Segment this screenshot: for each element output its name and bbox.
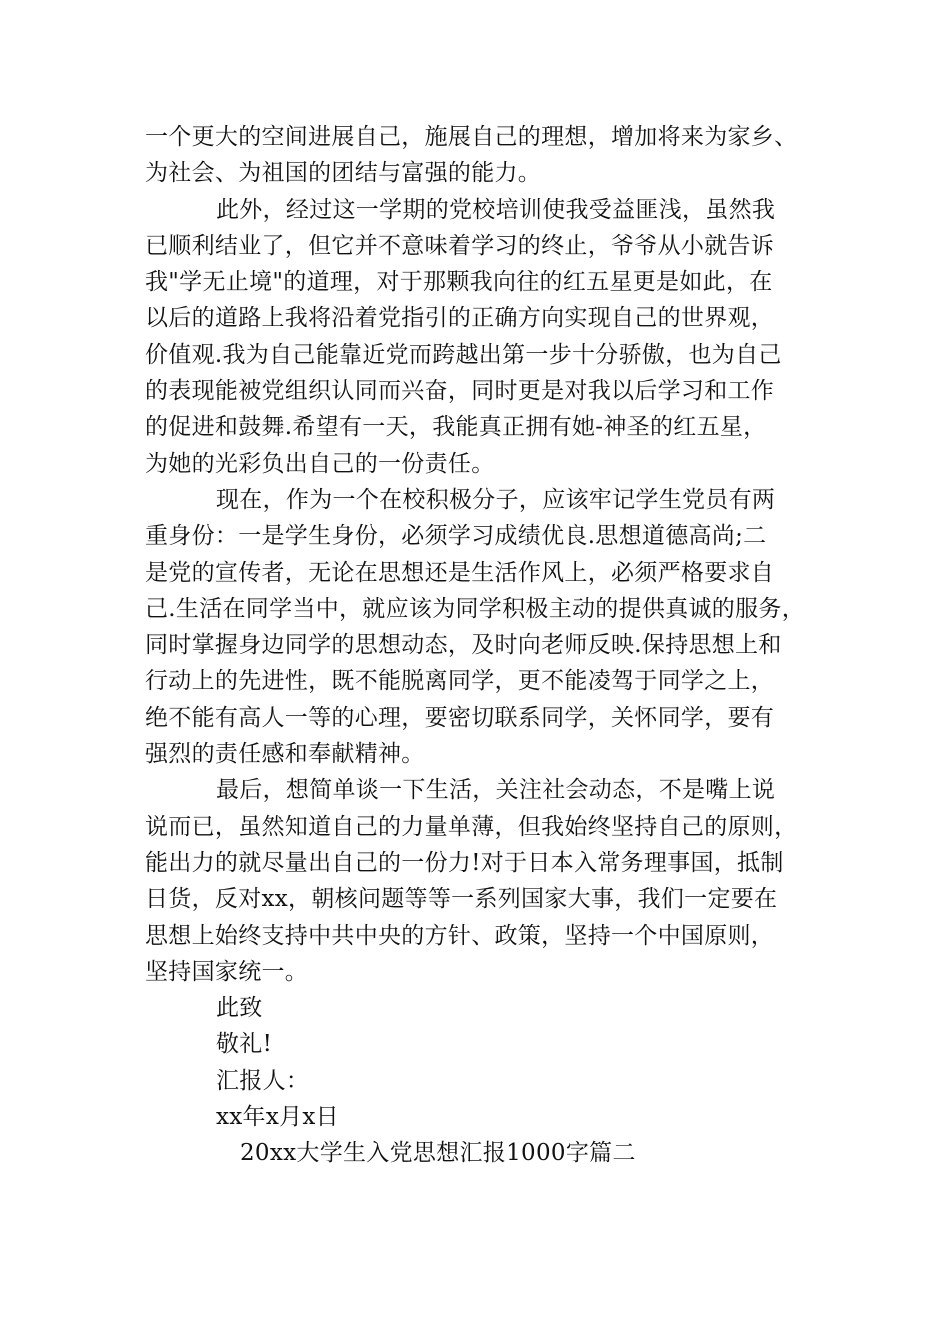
body-text-line: 已顺利结业了，但它并不意味着学习的终止，爷爷从小就告诉: [145, 232, 775, 259]
body-text-line: 行动上的先进性，既不能脱离同学，更不能凌驾于同学之上，: [145, 668, 775, 695]
body-text-line: 最后，想简单谈一下生活，关注社会动态，不是嘴上说: [216, 777, 776, 804]
body-text-line: 日货，反对xx，朝核问题等等一系列国家大事，我们一定要在: [145, 886, 778, 913]
body-text-line: 以后的道路上我将沿着党指引的正确方向实现自己的世界观，: [145, 305, 775, 332]
reporter-label: 汇报人：: [216, 1067, 310, 1094]
body-text-line: 说而已，虽然知道自己的力量单薄，但我始终坚持自己的原则，: [145, 813, 798, 840]
body-text-line: 为她的光彩负出自己的一份责任。: [145, 450, 495, 477]
body-text-line: 我"学无止境"的道理，对于那颗我向往的红五星更是如此，在: [145, 269, 773, 296]
body-text-line: 此外，经过这一学期的党校培训使我受益匪浅，虽然我: [216, 196, 776, 223]
closing-regards: 敬礼!: [216, 1031, 273, 1058]
body-text-line: 的表现能被党组织认同而兴奋，同时更是对我以后学习和工作: [145, 378, 775, 405]
body-text-line: 强烈的责任感和奉献精神。: [145, 741, 425, 768]
report-date: xx年x月x日: [216, 1104, 339, 1131]
body-text-line: 绝不能有高人一等的心理，要密切联系同学，关怀同学，要有: [145, 704, 775, 731]
closing-salutation: 此致: [216, 995, 263, 1022]
body-text-line: 坚持国家统一。: [145, 958, 309, 985]
body-text-line: 己.生活在同学当中，就应该为同学积极主动的提供真诚的服务，: [145, 595, 806, 622]
body-text-line: 的促进和鼓舞.希望有一天，我能真正拥有她-神圣的红五星，: [145, 414, 767, 441]
body-text-line: 一个更大的空间进展自己，施展自己的理想，增加将来为家乡、: [145, 124, 798, 150]
body-text-line: 同时掌握身边同学的思想动态，及时向老师反映.保持思想上和: [145, 632, 782, 659]
body-text-line: 为社会、为祖国的团结与富强的能力。: [145, 160, 542, 187]
body-text-line: 价值观.我为自己能靠近党而跨越出第一步十分骄傲，也为自己: [145, 341, 782, 368]
next-section-heading: 20xx大学生入党思想汇报1000字篇二: [240, 1140, 636, 1167]
body-text-line: 能出力的就尽量出自己的一份力!对于日本入常务理事国，抵制: [145, 849, 784, 876]
document-body: [145, 119, 825, 990]
body-text-line: 思想上始终支持中共中央的方针、政策，坚持一个中国原则，: [145, 922, 775, 949]
document-page: [145, 119, 825, 1172]
body-text-line: 重身份：一是学生身份，必须学习成绩优良.思想道德高尚;二: [145, 523, 767, 550]
body-text-line: 是党的宣传者，无论在思想还是生活作风上，必须严格要求自: [145, 559, 775, 586]
body-text-line: 现在，作为一个在校积极分子，应该牢记学生党员有两: [216, 486, 776, 513]
